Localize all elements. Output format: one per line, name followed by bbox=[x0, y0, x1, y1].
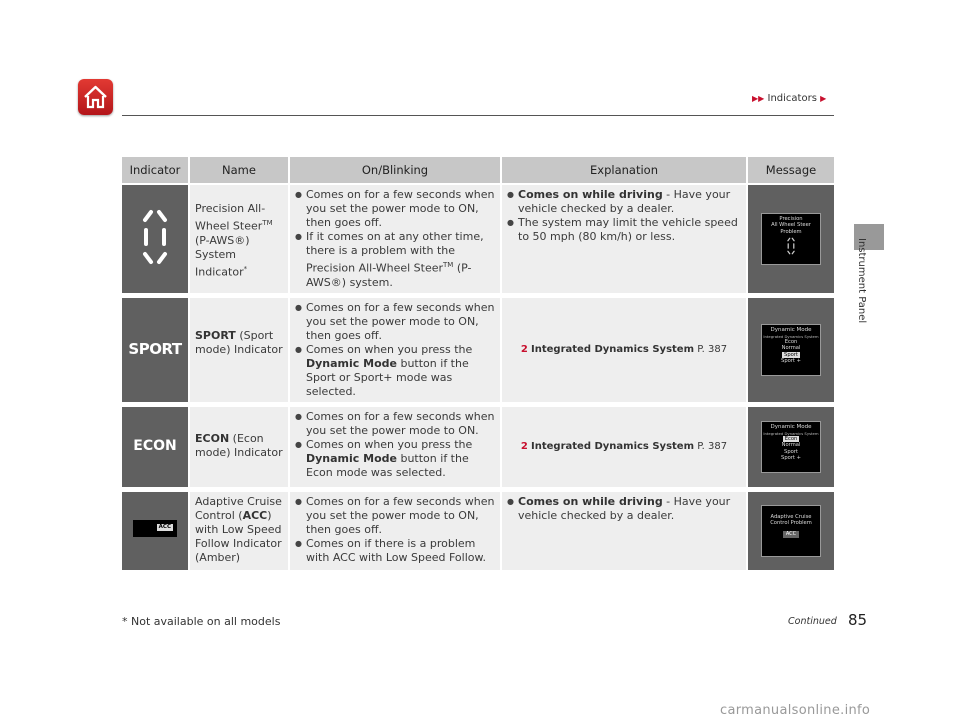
explanation-text: - Have your vehicle checked by a dealer. bbox=[518, 494, 731, 522]
list-item-text: (P-AWS®) system. bbox=[306, 261, 472, 289]
explanation-cell bbox=[502, 407, 748, 492]
trademark-mark: TM bbox=[443, 261, 454, 269]
name-cell bbox=[190, 407, 290, 492]
name-text: Precision All- bbox=[195, 202, 266, 215]
explanation-cell bbox=[502, 298, 748, 407]
screen-option: Sport + bbox=[781, 455, 801, 462]
section-label: Instrument Panel bbox=[856, 238, 867, 324]
screen-title: Dynamic Mode bbox=[770, 326, 812, 333]
list-item: ● The system may limit the vehicle speed to 50 mph (80 km/h) or less. bbox=[507, 216, 741, 244]
message-line: Problem bbox=[780, 229, 802, 236]
list-item-bold: Dynamic Mode bbox=[306, 451, 397, 465]
column-header: Indicator bbox=[122, 157, 190, 185]
name-bold: ACC bbox=[242, 508, 268, 522]
explanation-cell bbox=[502, 185, 748, 298]
name-text: (P-AWS®) System bbox=[195, 233, 250, 261]
column-header: Name bbox=[190, 157, 290, 185]
explanation-bold: Comes on while driving bbox=[518, 188, 663, 201]
explanation-text: - Have your vehicle checked by a dealer. bbox=[518, 188, 731, 215]
name-text: ) with Low Speed Follow Indicator (Amber) bbox=[195, 508, 282, 564]
screen-option bbox=[762, 436, 820, 443]
explanation-cell bbox=[502, 492, 748, 575]
trademark-mark: TM bbox=[262, 219, 273, 227]
page-number: 85 bbox=[848, 611, 868, 629]
screen-option: Normal bbox=[781, 345, 801, 352]
home-icon bbox=[83, 85, 108, 109]
screen-option-selected: Sport bbox=[784, 351, 798, 358]
on-blinking-cell bbox=[290, 185, 502, 298]
list-item bbox=[295, 438, 495, 480]
screen-subtitle: Integrated Dynamics System bbox=[763, 333, 819, 339]
list-item bbox=[507, 495, 741, 523]
breadcrumb[interactable] bbox=[752, 93, 826, 104]
name-cell bbox=[190, 298, 290, 407]
link-arrow-icon: 2 bbox=[520, 343, 528, 355]
list-item: ● Comes on for a few seconds when you set the power mode to ON, then goes off. bbox=[295, 188, 495, 230]
message-screen bbox=[761, 421, 821, 473]
table-header-row bbox=[122, 157, 834, 185]
breadcrumb-arrow-icon: ▶▶ bbox=[752, 94, 765, 103]
link-title: Integrated Dynamics System bbox=[531, 440, 695, 452]
paws-warning-icon bbox=[784, 237, 798, 255]
list-item: ● Comes on for a few seconds when you set the power mode to ON. bbox=[295, 410, 495, 438]
name-text: Adaptive Cruise Control ( bbox=[195, 494, 282, 522]
column-header: Explanation bbox=[502, 157, 748, 185]
indicator-cell bbox=[122, 492, 190, 575]
message-cell bbox=[748, 298, 834, 407]
screen-option: Normal bbox=[781, 442, 801, 449]
name-cell bbox=[190, 185, 290, 298]
message-line: Adaptive Cruise bbox=[770, 513, 812, 520]
name-cell bbox=[190, 492, 290, 575]
message-screen bbox=[761, 505, 821, 557]
list-item: ● Comes on if there is a problem with ACC with Low Speed Follow. bbox=[295, 537, 495, 565]
screen-option bbox=[762, 352, 820, 359]
header-rule bbox=[122, 115, 834, 116]
message-cell bbox=[748, 185, 834, 298]
list-item-text: If it comes on at any other time, there is a problem with the Precision All-Wheel Steer bbox=[306, 230, 484, 275]
link-page: P. 387 bbox=[694, 343, 728, 355]
breadcrumb-arrow-icon: ▶ bbox=[820, 94, 827, 103]
sport-indicator-icon: SPORT bbox=[128, 339, 182, 358]
list-item-text: button if the Sport or Sport+ mode was selected. bbox=[306, 356, 469, 398]
name-text: Wheel Steer bbox=[195, 219, 263, 233]
screen-option-selected: Econ bbox=[784, 435, 798, 442]
on-blinking-cell bbox=[290, 492, 502, 575]
list-item bbox=[507, 188, 741, 216]
table-row bbox=[122, 298, 834, 407]
watermark: carmanualsonline.info bbox=[720, 703, 871, 718]
home-button[interactable] bbox=[78, 79, 113, 115]
message-screen bbox=[761, 324, 821, 376]
link-title: Integrated Dynamics System bbox=[531, 343, 695, 355]
link-arrow-icon: 2 bbox=[520, 440, 528, 452]
screen-option: Econ bbox=[784, 338, 798, 345]
screen-title: Dynamic Mode bbox=[770, 423, 812, 430]
name-bold: SPORT bbox=[195, 328, 236, 342]
table-row bbox=[122, 492, 834, 575]
econ-indicator-icon: ECON bbox=[133, 438, 177, 455]
acc-indicator-label: ACC bbox=[158, 524, 171, 531]
cross-reference-link[interactable] bbox=[521, 441, 727, 452]
list-item bbox=[295, 343, 495, 399]
screen-option: Sport bbox=[784, 448, 798, 455]
message-line: All Wheel Steer bbox=[771, 222, 811, 229]
list-item-text: Comes on when you press the bbox=[306, 342, 473, 356]
name-text: (Econ mode) Indicator bbox=[195, 431, 283, 459]
explanation-bold: Comes on while driving bbox=[518, 494, 663, 508]
message-screen bbox=[761, 213, 821, 265]
message-line: Precision bbox=[779, 215, 803, 222]
indicator-cell bbox=[122, 185, 190, 298]
footnote: * Not available on all models bbox=[122, 615, 281, 628]
name-bold: ECON bbox=[195, 431, 230, 445]
list-item: ● Comes on for a few seconds when you set the power mode to ON, then goes off. bbox=[295, 301, 495, 343]
column-header: Message bbox=[748, 157, 834, 185]
acc-indicator-icon bbox=[133, 520, 177, 537]
table-row bbox=[122, 407, 834, 492]
list-item bbox=[295, 230, 495, 290]
list-item-bold: Dynamic Mode bbox=[306, 356, 397, 370]
list-item: ● Comes on for a few seconds when you set the power mode to ON, then goes off. bbox=[295, 495, 495, 537]
message-cell bbox=[748, 492, 834, 575]
link-page: P. 387 bbox=[694, 440, 728, 452]
name-text: Indicator bbox=[195, 265, 244, 279]
indicator-cell bbox=[122, 298, 190, 407]
continued-label: Continued bbox=[788, 616, 837, 627]
on-blinking-cell bbox=[290, 407, 502, 492]
message-line: Control Problem bbox=[770, 520, 812, 527]
cross-reference-link[interactable] bbox=[521, 344, 727, 355]
footnote-mark: * bbox=[243, 264, 248, 273]
screen-option: Sport + bbox=[781, 358, 801, 365]
message-badge: ACC bbox=[783, 531, 799, 538]
screen-subtitle: Integrated Dynamics System bbox=[763, 430, 819, 436]
message-cell bbox=[748, 407, 834, 492]
table-row bbox=[122, 185, 834, 298]
name-text: (Sport mode) Indicator bbox=[195, 328, 283, 356]
column-header: On/Blinking bbox=[290, 157, 502, 185]
list-item-text: Comes on when you press the bbox=[306, 437, 473, 451]
indicator-table bbox=[122, 157, 834, 575]
list-item-text: button if the Econ mode was selected. bbox=[306, 451, 469, 479]
indicator-cell bbox=[122, 407, 190, 492]
on-blinking-cell bbox=[290, 298, 502, 407]
paws-indicator-icon bbox=[137, 208, 173, 266]
breadcrumb-label: Indicators bbox=[767, 93, 817, 104]
